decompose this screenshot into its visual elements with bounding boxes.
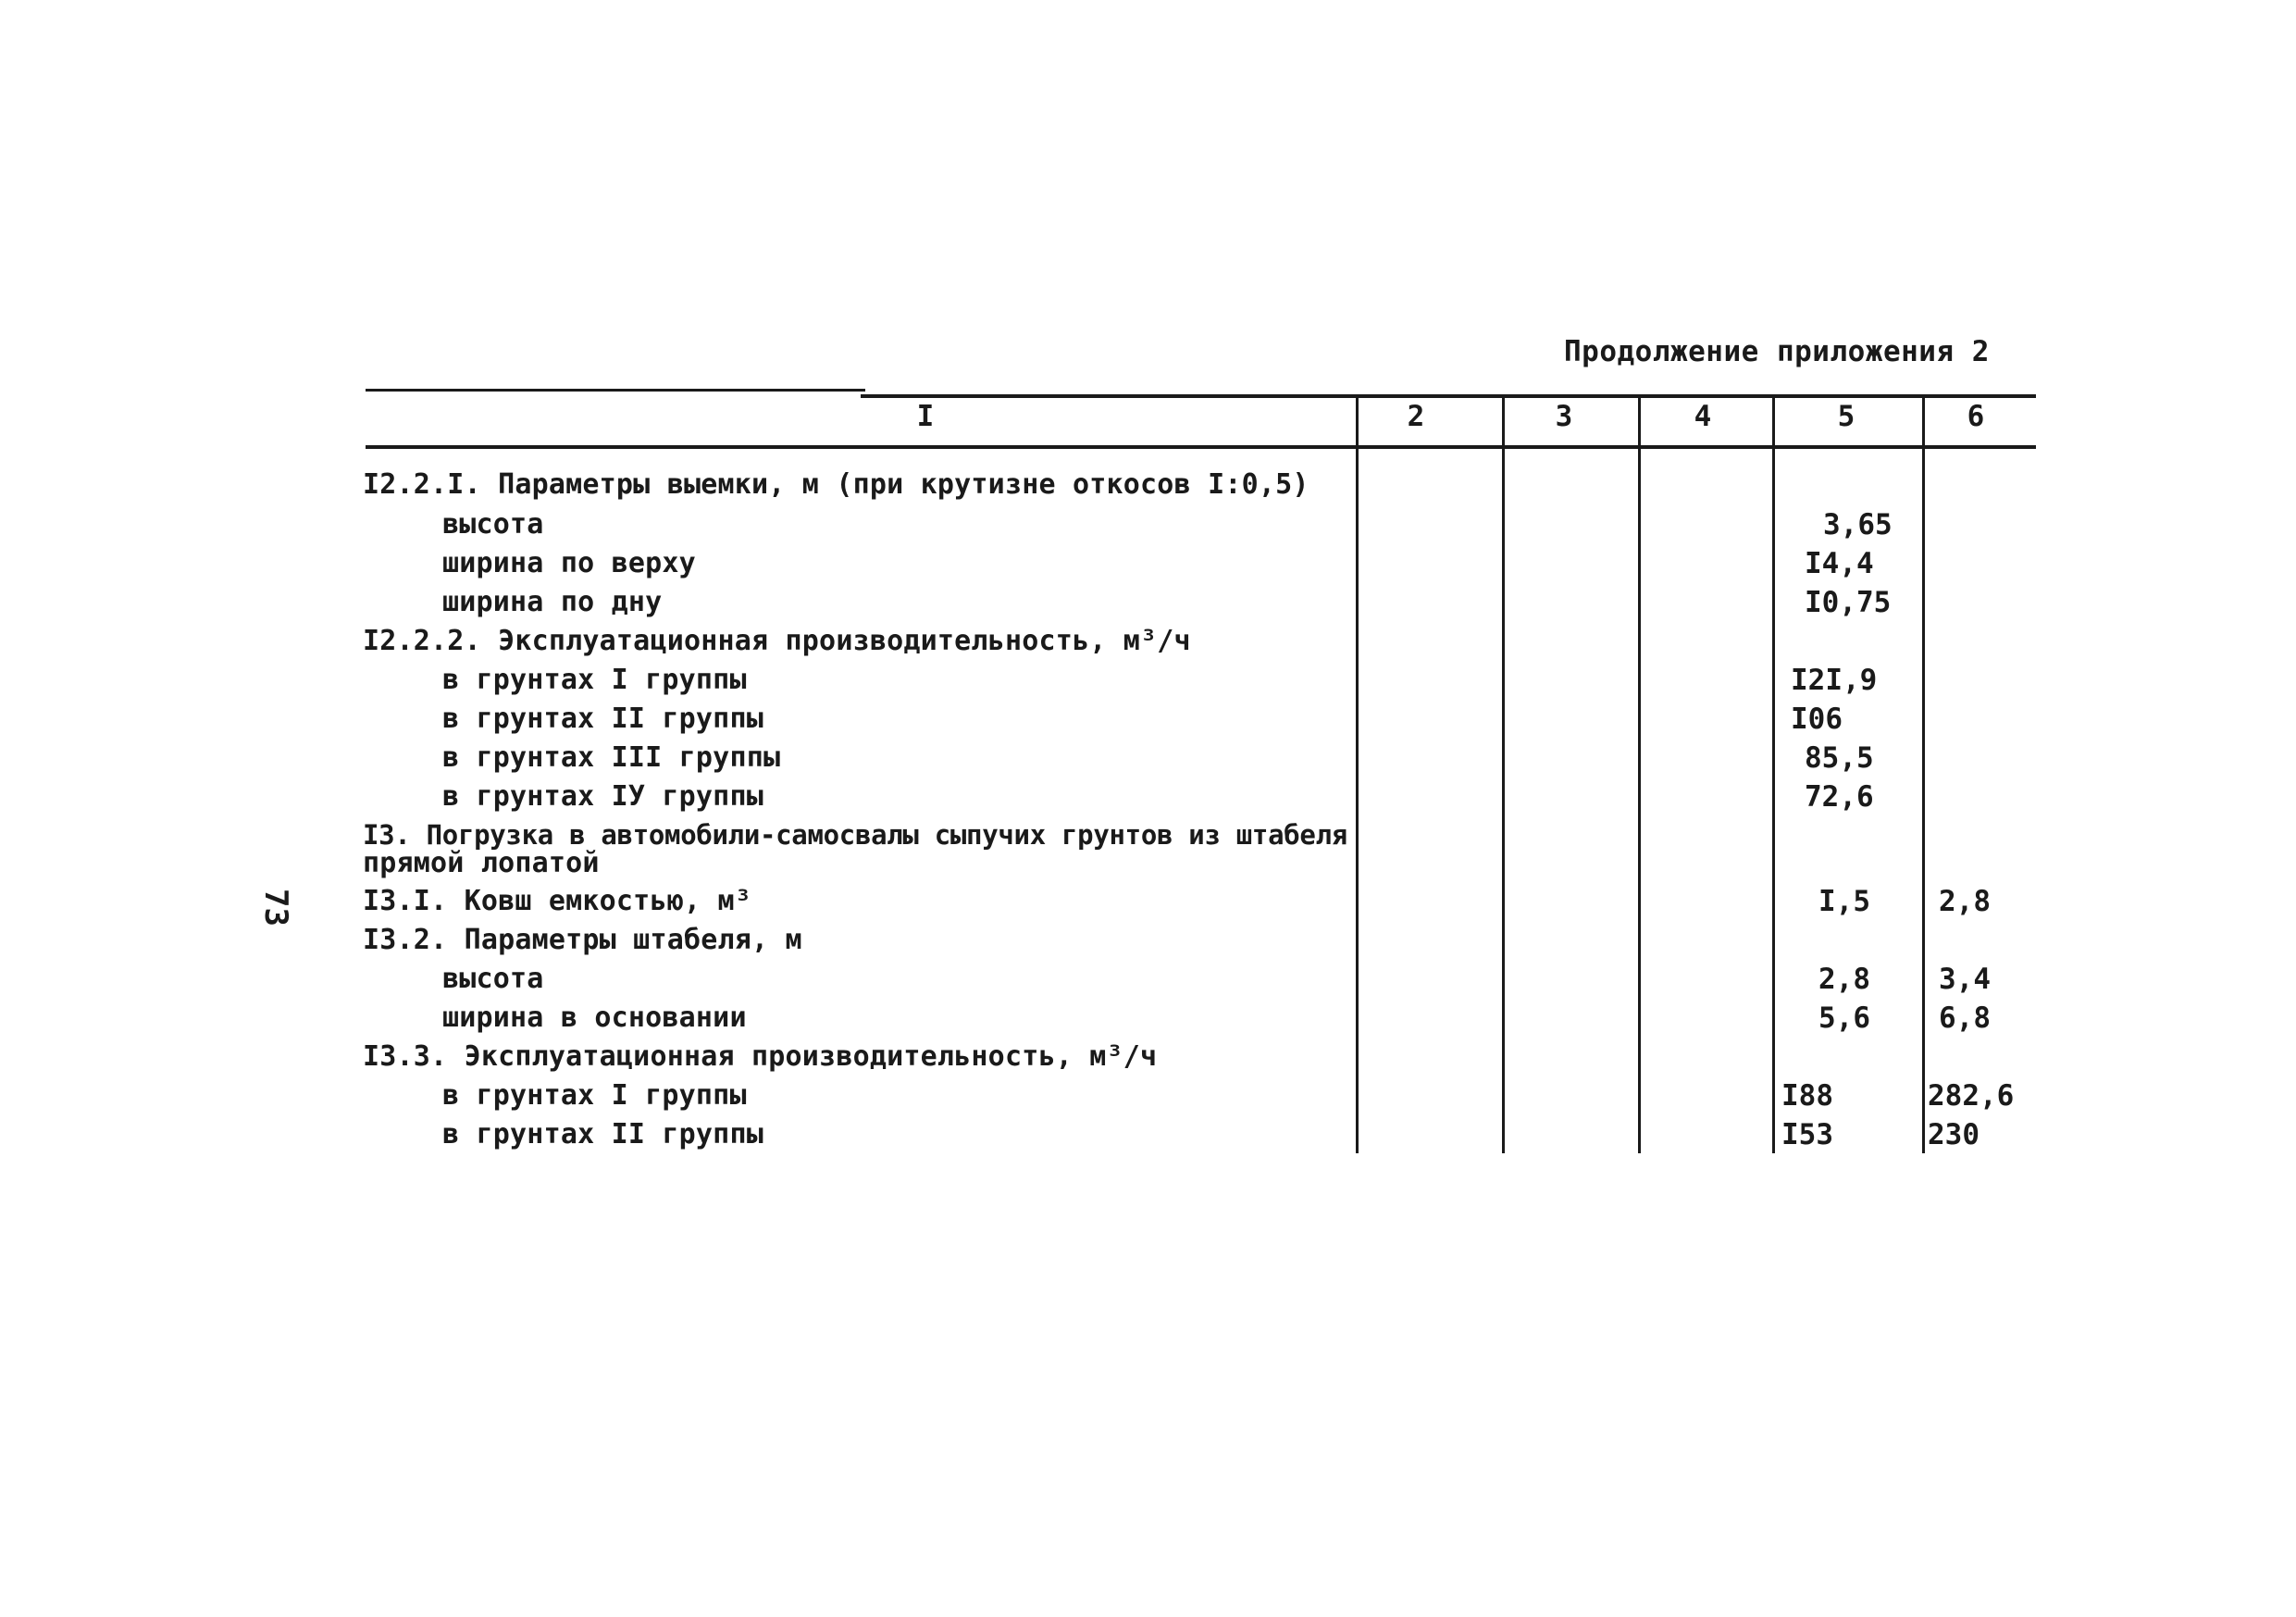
table-cell-col5: I88 xyxy=(1781,1079,1833,1113)
table-row-label: I2.2.I. Параметры выемки, м (при крутизне откосов I:0,5) xyxy=(363,468,1309,501)
table-cell-col5: 5,6 xyxy=(1818,1001,1870,1035)
table-row-label: в грунтах II группы xyxy=(442,703,763,735)
table-cell-col5: I53 xyxy=(1781,1118,1833,1151)
column-header-5: 5 xyxy=(1837,400,1855,433)
top-rule-right xyxy=(861,394,2036,398)
top-rule-left xyxy=(366,389,865,392)
table-cell-col5: 3,65 xyxy=(1823,508,1893,541)
column-header-2: 2 xyxy=(1407,400,1425,433)
table-cell-col5: I06 xyxy=(1791,703,1843,736)
column-header-1: I xyxy=(916,400,935,433)
table-cell-col5: I,5 xyxy=(1818,885,1870,918)
table-row-label: I3.3. Эксплуатационная производительность, м³/ч xyxy=(363,1040,1158,1073)
table-row-label: ширина по верху xyxy=(442,547,696,579)
table-row-label: I2.2.2. Эксплуатационная производительность, м³/ч xyxy=(363,625,1191,657)
column-divider-2 xyxy=(1502,394,1505,1153)
table-cell-col5: 72,6 xyxy=(1805,780,1874,814)
table-cell-col6: 282,6 xyxy=(1928,1079,2015,1113)
table-cell-col5: I4,4 xyxy=(1805,547,1874,580)
table-row-label: I3.I. Ковш емкостью, м³ xyxy=(363,885,752,917)
table-row-label: I3.2. Параметры штабеля, м xyxy=(363,924,802,956)
continuation-heading: Продолжение приложения 2 xyxy=(1564,335,1990,368)
table-cell-col5: I0,75 xyxy=(1805,586,1892,619)
column-divider-1 xyxy=(1356,394,1359,1153)
column-header-3: 3 xyxy=(1555,400,1573,433)
table-cell-col5: I2I,9 xyxy=(1791,664,1878,697)
table-cell-col6: 230 xyxy=(1928,1118,1980,1151)
header-bottom-rule xyxy=(366,445,2036,449)
table-row-label: ширина по дну xyxy=(442,586,663,618)
table-row-label: I3. Погрузка в автомобили-самосвалы сыпучих грунтов из штабеля xyxy=(363,819,1347,851)
table-row-label: высота xyxy=(442,963,544,995)
table-cell-col6: 6,8 xyxy=(1939,1001,1991,1035)
table-row-label: в грунтах I группы xyxy=(442,664,747,696)
table-row-label: в грунтах I группы xyxy=(442,1079,747,1112)
column-header-4: 4 xyxy=(1694,400,1712,433)
column-divider-4 xyxy=(1772,394,1775,1153)
table-row-label: в грунтах IУ группы xyxy=(442,780,763,813)
table-row-label: в грунтах III группы xyxy=(442,741,781,774)
table-cell-col5: 2,8 xyxy=(1818,963,1870,996)
table-row-label: в грунтах II группы xyxy=(442,1118,763,1151)
page-number: 73 xyxy=(257,889,294,927)
column-divider-3 xyxy=(1638,394,1641,1153)
table-cell-col6: 2,8 xyxy=(1939,885,1991,918)
table-row-label: прямой лопатой xyxy=(363,847,600,879)
column-divider-5 xyxy=(1922,394,1925,1153)
table-cell-col6: 3,4 xyxy=(1939,963,1991,996)
column-header-6: 6 xyxy=(1967,400,1985,433)
table-cell-col5: 85,5 xyxy=(1805,741,1874,775)
table-row-label: высота xyxy=(442,508,544,541)
table-row-label: ширина в основании xyxy=(442,1001,747,1034)
